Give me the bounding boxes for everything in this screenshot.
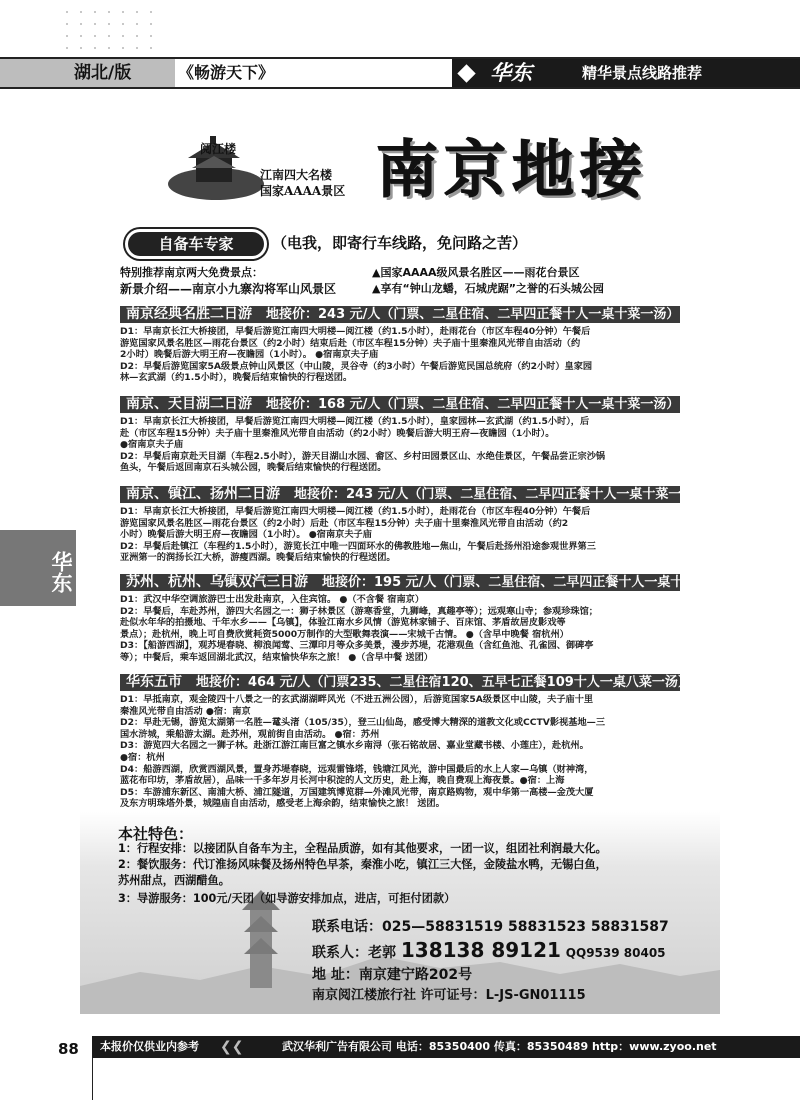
- route-line: 秦淮风光带自由活动 ●宿：南京: [120, 705, 251, 717]
- route-line: 景点）；赴杭州，晚上可自费欣赏耗资5000万制作的大型歌舞表演——宋城千古情。 ●（含早中晚餐 宿杭州）: [120, 628, 569, 640]
- route-title: 南京、镇江、扬州二日游: [126, 486, 280, 502]
- self-drive-slogan: （电我，即寄行车线路，免问路之苦）: [272, 234, 528, 252]
- route-line: D3：【船游西湖】，观苏堤春晓、柳浪闻莺、三潭印月等众多美景，漫步苏堤，花港观鱼（含红鱼池、孔雀园、御碑亭: [120, 640, 594, 652]
- region-banner: [452, 59, 800, 87]
- address-label: 地 址：: [312, 967, 359, 983]
- route-line: ●宿：杭州: [120, 751, 165, 763]
- diamond-icon: [457, 64, 475, 82]
- recommend-right-1: ▲国家AAAA级风景名胜区——雨花台景区: [372, 266, 580, 279]
- page-number: 88: [58, 1040, 79, 1058]
- tagline-aaaa: 国家AAAA景区: [260, 184, 346, 198]
- footer-disclaimer: 本报价仅供业内参考: [100, 1040, 199, 1053]
- license-label: 许可证号：: [420, 988, 486, 1003]
- region-subtitle: 精华景点线路推荐: [582, 64, 703, 82]
- route-line: 赴（市区车程15分钟）夫子庙十里秦淮风光带自由活动（约2小时）晚餐后游大明王府—夜瞻园（1小时）。: [120, 427, 555, 439]
- footer-publisher: 武汉华利广告有限公司 电话：85350400 传真：85350489 http：www.zyoo.net: [282, 1040, 717, 1053]
- chevron-left-icon: ❮❮: [220, 1039, 244, 1055]
- route-title: 苏州、杭州、乌镇双汽三日游: [126, 574, 308, 590]
- feature-item: 1：行程安排：以接团队自备车为主，全程品质游，如有其他要求，一团一议，组团社利润最大化。: [118, 842, 607, 855]
- mobile-number: 138138 89121: [400, 938, 561, 962]
- feature-item: 2：餐饮服务：代订淮扬风味餐及扬州特色早茶，秦淮小吃，镇江三大怪，金陵盐水鸭，无锡白鱼，: [118, 858, 607, 871]
- feature-item: 苏州甜点，西湖醋鱼。: [118, 874, 230, 887]
- route-line: 国水浒城，乘船游太湖。赴苏州，观前街自由活动。 ●宿：苏州: [120, 728, 380, 740]
- address-value: 南京建宁路202号: [358, 967, 473, 983]
- route-line: 游览国家风景名胜区—雨花台景区（约2小时）后赴（市区车程15分钟）夫子庙十里秦淮风光带自由活动（约2: [120, 517, 569, 529]
- route-line: ●宿南京夫子庙: [120, 439, 184, 451]
- route-line: 亚洲第一的润扬长江大桥，游瘦西湖。晚餐后结束愉快的行程送团。: [120, 552, 396, 564]
- route-line: D1：早南京长江大桥接团，早餐后游览江南四大明楼—阅江楼（约1.5小时），赴雨花台（市区车程40分钟）午餐后: [120, 326, 591, 337]
- feature-item: 3：导游服务：100元/天团（如导游安排加点，进店，可拒付团款）: [118, 892, 456, 905]
- contact-phones: [312, 916, 669, 936]
- route-price: 地接价：464 元/人（门票235、二星住宿120、五早七正餐109十人一桌八菜一汤）: [196, 675, 691, 690]
- page-title: 南京地接: [376, 133, 649, 206]
- route-line: D1：早南京长江大桥接团，早餐后游览江南四大明楼—阅江楼（约1.5小时），赴雨花台（市区车程40分钟）午餐后: [120, 506, 591, 517]
- route-line: 游览国家风景名胜区—雨花台景区（约2小时）结束后赴（市区车程15分钟）夫子庙十里秦淮风光带自由活动（约: [120, 337, 581, 349]
- divider: [92, 1058, 93, 1100]
- route-header: [120, 574, 736, 591]
- route-line: D2：早餐后赴镇江（车程约1.5小时），游览长江中唯一四面环水的佛教胜地—焦山，午餐后赴扬州沿途参观世界第三: [120, 540, 596, 552]
- route-price: 地接价：168 元/人（门票、二星住宿、二早四正餐十人一桌十菜一汤）: [266, 397, 680, 412]
- route-price: 地接价：243 元/人（门票、二星住宿、二早四正餐十人一桌十菜一汤）: [294, 487, 708, 502]
- route-line: D1：武汉中华空调旅游巴士出发赴南京，入住宾馆。 ●（不含餐 宿南京）: [120, 594, 425, 605]
- route-price: 地接价：195 元/人（门票、二星住宿、二早四正餐十人一桌十菜一汤）: [322, 575, 736, 590]
- route-price: 地接价：243 元/人（门票、二星住宿、二早四正餐十人一桌十菜一汤）: [266, 307, 680, 322]
- route-line: D2：早赴无锡，游览太湖第一名胜—鼋头渚（105/35），登三山仙岛，感受博大精深的道教文化或CCTV影视基地—三: [120, 717, 606, 729]
- qq-number: QQ9539 80405: [565, 946, 666, 960]
- route-line: D4：船游西湖，欣赏西湖风景，置身苏堤春晓，远观雷锋塔，钱塘江风光，游中国最后的水上人家—乌镇（财神湾，: [120, 763, 594, 775]
- person-name: 老郭: [368, 945, 396, 961]
- route-title: 南京、天目湖二日游: [126, 396, 252, 412]
- route-title: 华东五市: [126, 674, 182, 690]
- route-line: D2：早餐后南京赴天目湖（车程2.5小时），游天目湖山水园、畲区、乡村田园景区山、水绝佳景区，午餐品尝正宗沙锅: [120, 450, 606, 462]
- contact-person: [312, 938, 666, 962]
- route-line: D5：车游浦东新区、南浦大桥、浦江隧道，万国建筑博览群—外滩风光带，南京路购物，观中华第一高楼—金茂大厦: [120, 786, 594, 798]
- route-line: D1：早南京长江大桥接团，早餐后游览江南四大明楼—阅江楼（约1.5小时），皇家园林—玄武湖（约1.5小时），后: [120, 416, 590, 427]
- region-side-tab: 华东: [0, 530, 76, 606]
- phone-label: 联系电话：: [312, 919, 382, 935]
- recommend-left-2: 新景介绍——南京小九寨沟将军山风景区: [120, 282, 337, 296]
- region-name: 华东: [490, 61, 532, 85]
- main-content: [80, 96, 736, 1014]
- route-body: [120, 506, 680, 564]
- contact-agency: [312, 984, 586, 1003]
- contact-address: [312, 964, 472, 984]
- route-line: D2：早餐后游览国家5A级景点钟山风景区（中山陵，灵谷寺（约3小时）午餐后游览民国总统府（约2小时）皇家园: [120, 360, 593, 372]
- recommend-left-1: 特别推荐南京两大免费景点：: [120, 266, 263, 279]
- route-title: 南京经典名胜二日游: [126, 306, 252, 322]
- route-header: [120, 486, 708, 503]
- route-line: 2小时）晚餐后游大明王府—夜瞻园（1小时）。 ●宿南京夫子庙: [120, 349, 379, 361]
- route-body: [120, 326, 680, 384]
- phone-numbers: 025—58831519 58831523 58831587: [382, 919, 669, 935]
- route-line: D2：早餐后，车赴苏州，游四大名园之一：狮子林景区（游寒香堂，九狮峰，真趣亭等）；远观寒山寺；参观珍珠馆；: [120, 605, 598, 617]
- route-line: 鱼头，午餐后返回南京石头城公园，晚餐后结束愉快的行程送团。: [120, 462, 387, 474]
- recommend-right-2: ▲享有“钟山龙蟠，石城虎踞”之誉的石头城公园: [372, 282, 604, 295]
- route-body: [120, 416, 680, 474]
- route-header: [120, 674, 691, 691]
- agency-name: 南京阅江楼旅行社: [312, 988, 417, 1003]
- self-drive-badge: 自备车专家: [128, 232, 264, 256]
- decorative-dots: [60, 6, 160, 54]
- route-line: 赴似水年华的拍摄地、千年水乡——【乌镇】，体验江南水乡风情（游览林家铺子、百床馆、茅盾故居皮影戏等: [120, 617, 566, 629]
- route-line: 及东方明珠塔外景，城隍庙自由活动，感受老上海余韵，结束愉快之旅！ 送团。: [120, 798, 445, 810]
- tagline-four-towers: 江南四大名楼: [260, 168, 333, 182]
- route-line: D1：早抵南京，观金陵四十八景之一的玄武湖湖畔风光（不进五洲公园），后游览国家5A级景区中山陵，夫子庙十里: [120, 694, 594, 705]
- route-line: 等）；中餐后，乘车返回湖北武汉，结束愉快华东之旅！ ●（含早中餐 送团）: [120, 651, 433, 663]
- route-header: [120, 306, 680, 323]
- person-label: 联系人：: [312, 945, 368, 961]
- route-line: D3：游览四大名园之一狮子林。赴浙江游江南巨富之镇水乡南浔（张石铭故居、嘉业堂藏书楼、小莲庄），赴杭州。: [120, 740, 589, 752]
- route-body: [120, 594, 680, 664]
- route-line: 林—玄武湖（约1.5小时），晚餐后结束愉快的行程送团。: [120, 372, 353, 384]
- route-line: 蓝花布印坊，茅盾故居），品味一千多年岁月长河中积淀的人文历史，赴上海，晚自费观上海夜景。●宿：上海: [120, 775, 565, 787]
- route-body: [120, 694, 680, 810]
- license-number: L-JS-GN01115: [485, 988, 586, 1003]
- route-line: 小时）晚餐后游大明王府—夜瞻园（1小时）。 ●宿南京夫子庙: [120, 529, 372, 541]
- route-header: [120, 396, 680, 413]
- magazine-title: 《畅游天下》: [178, 63, 275, 82]
- top-header-bar: [0, 57, 800, 89]
- province-label: 湖北/版: [0, 59, 175, 87]
- tower-caption: 阅江楼: [200, 142, 237, 156]
- features-title: 本社特色：: [118, 825, 194, 843]
- footer-bar: [92, 1036, 800, 1058]
